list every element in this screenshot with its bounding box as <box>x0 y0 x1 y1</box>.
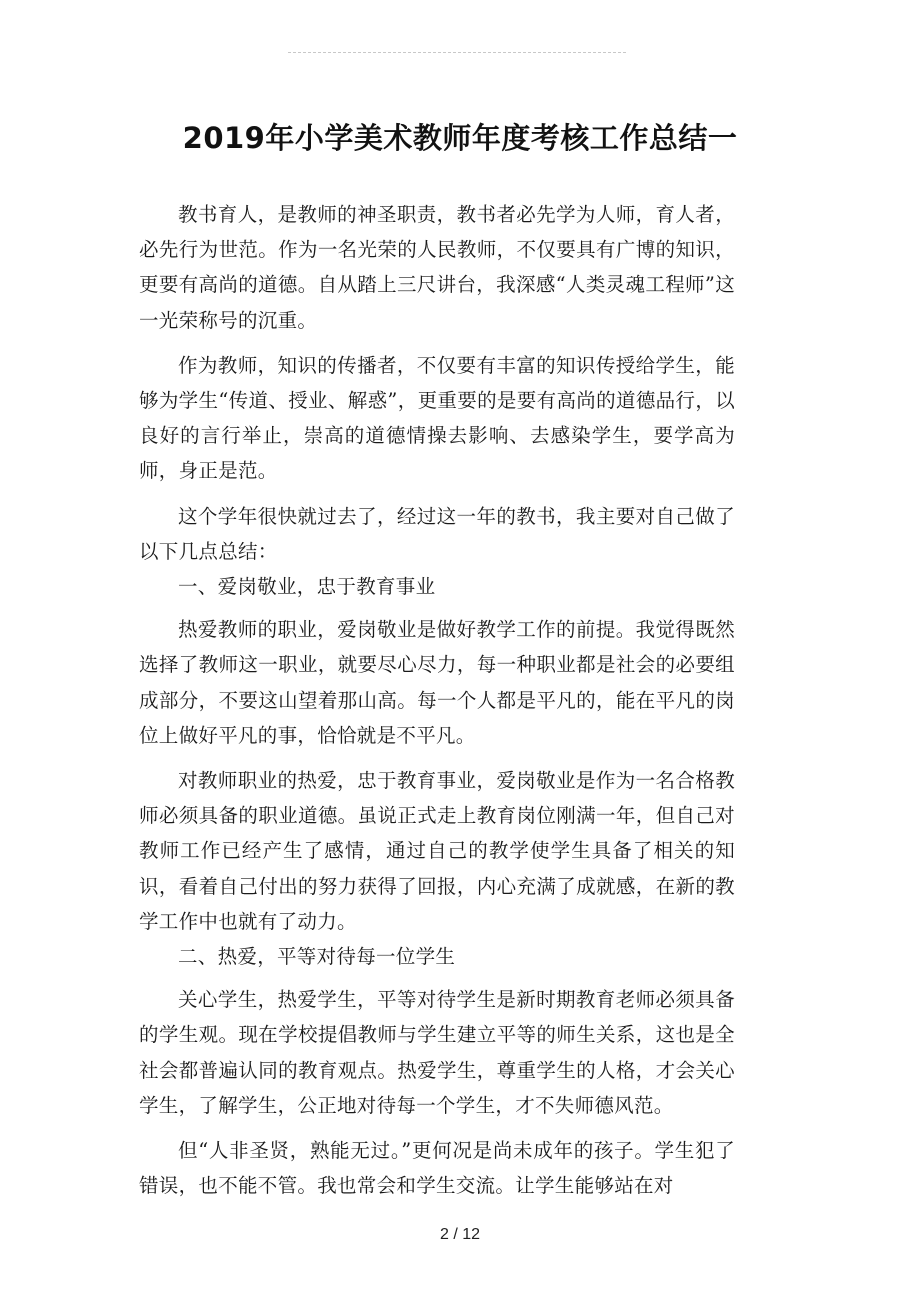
paragraph-equal-treatment: 关心学生，热爱学生，平等对待学生是新时期教育老师必须具备的学生观。现在学校提倡教师与学生建立平等的师生关系，这也是全社会都普遍认同的教育观点。热爱学生，尊重学生的人格，才会关心学生，了解学生，公正地对待每一个学生，才不失师德风范。 <box>139 988 735 1117</box>
paragraph-mistakes: 但“人非圣贤，熟能无过。”更何况是尚未成年的孩子。学生犯了错误，也不能不管。我也常会和学生交流。让学生能够站在对 <box>139 1139 735 1198</box>
document-title: 2019年小学美术教师年度考核工作总结一 <box>182 121 738 155</box>
section-heading-1: 一、爱岗敬业，忠于教育事业 <box>178 575 436 599</box>
paragraph-summary-lead: 这个学年很快就过去了，经过这一年的教书，我主要对自己做了以下几点总结： <box>139 504 735 563</box>
header-divider <box>288 52 626 53</box>
paragraph-role: 作为教师，知识的传播者，不仅要有丰富的知识传授给学生，能够为学生“传道、授业、解惑”，更重要的是要有高尚的道德品行，以良好的言行举止，崇高的道德情操去影响、去感染学生，要学高为师，身正是范。 <box>139 353 735 483</box>
document-body <box>139 197 735 1213</box>
paragraph-love-profession: 热爱教师的职业，爱岗敬业是做好教学工作的前提。我觉得既然选择了教师这一职业，就要尽心尽力，每一种职业都是社会的必要组成部分，不要这山望着那山高。每一个人都是平凡的，能在平凡的岗位上做好平凡的事，恰恰就是不平凡。 <box>139 618 735 747</box>
section-heading-2: 二、热爱，平等对待每一位学生 <box>178 945 456 969</box>
paragraph-intro: 教书育人，是教师的神圣职责，教书者必先学为人师，育人者，必先行为世范。作为一名光荣的人民教师，不仅要具有广博的知识，更要有高尚的道德。自从踏上三尺讲台，我深感“人类灵魂工程师”这一光荣称号的沉重。 <box>139 203 735 332</box>
page-number: 2 / 12 <box>439 1226 481 1243</box>
paragraph-professional-ethics: 对教师职业的热爱，忠于教育事业，爱岗敬业是作为一名合格教师必须具备的职业道德。虽说正式走上教育岗位刚满一年，但自己对教师工作已经产生了感情，通过自己的教学使学生具备了相关的知识，看着自己付出的努力获得了回报，内心充满了成就感，在新的教学工作中也就有了动力。 <box>139 769 735 933</box>
